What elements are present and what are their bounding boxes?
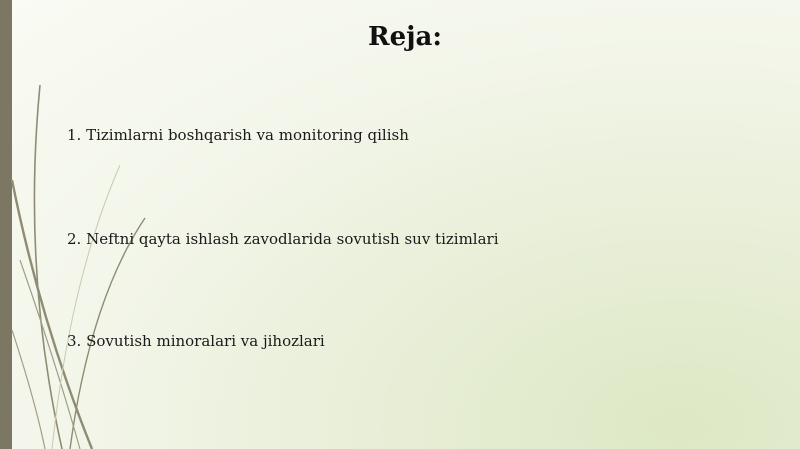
grass-blade: [52, 165, 120, 449]
grass-blade: [34, 85, 62, 449]
slide-title: Reja:: [367, 22, 442, 52]
grass-blade: [20, 260, 80, 449]
agenda-item-1: 1. Tizimlarni boshqarish va monitoring qilish: [67, 126, 409, 144]
grass-blade: [12, 180, 92, 449]
agenda-item-3: 3. Sovutish minoralari va jihozlari: [67, 332, 325, 350]
grass-decoration: [0, 0, 160, 449]
grass-blade: [12, 330, 45, 449]
agenda-item-2: 2. Neftni qayta ishlash zavodlarida sovutish suv tizimlari: [67, 230, 499, 248]
